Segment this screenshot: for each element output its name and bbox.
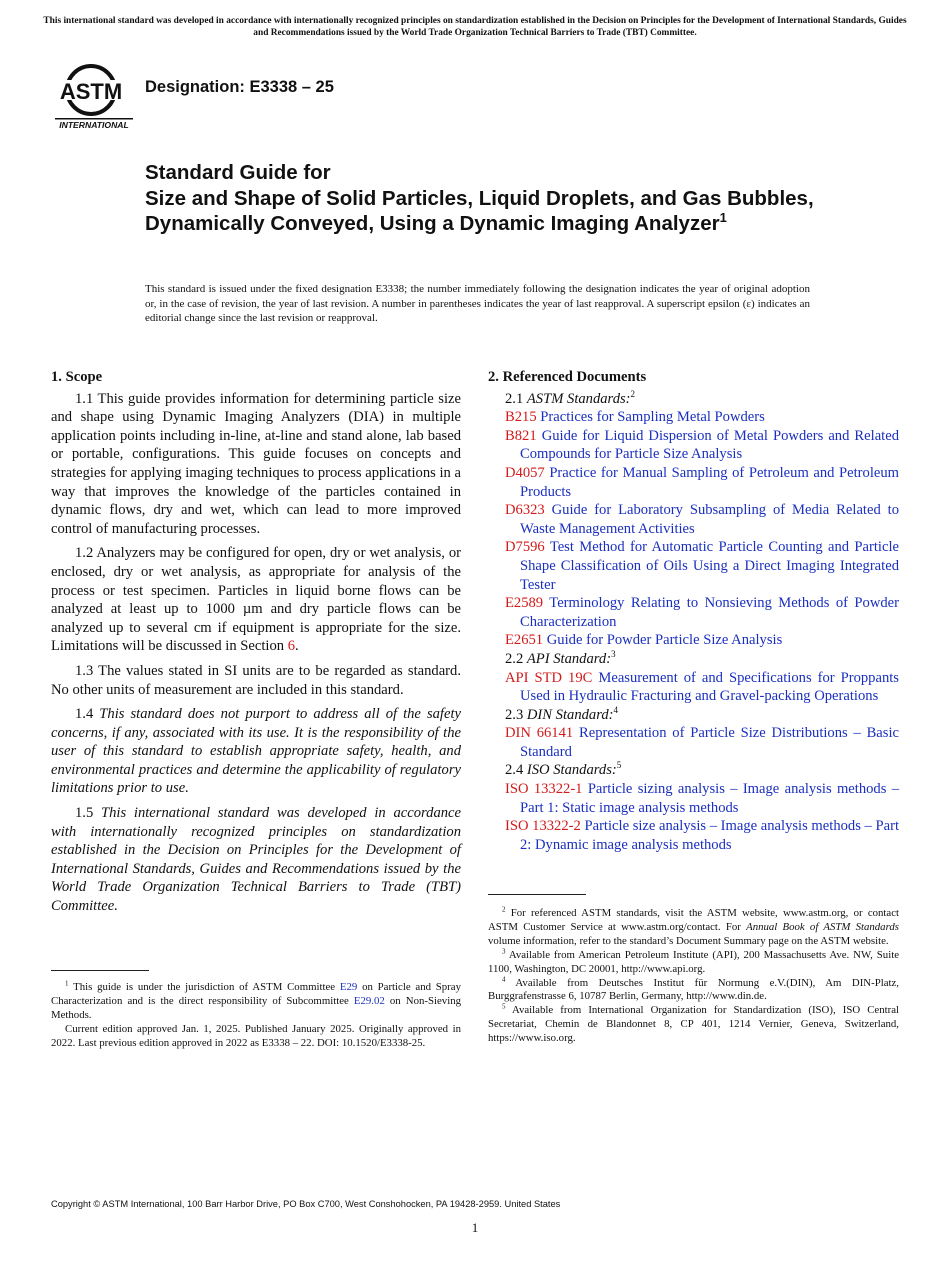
reference-item[interactable] [488,780,899,817]
reference-code-link[interactable]: DIN 66141 [505,725,574,742]
copyright: Copyright © ASTM International, 100 Barr Harbor Drive, PO Box C700, West Conshohocken, PA 19428-2959. United States [51,1199,561,1209]
scope-para-1-4-num: 1.4 [75,706,100,723]
reference-code-link[interactable]: ISO 13322-2 [505,818,581,835]
scope-heading: 1. Scope [51,369,103,385]
issue-note: This standard is issued under the fixed designation E3338; the number immediately following the designation indicates the year of original adoption or, in the case of revision, the year of last revision. A number in parentheses indicates the year of last reapproval. A superscript epsilon (ε) indicates an editorial change since the last revision or reapproval. [145,283,810,324]
reference-code-link[interactable]: B821 [505,427,537,444]
footnote-2-text-a: For referenced ASTM standards, visit the ASTM website, www.astm.org, or contact ASTM Customer Service at www.astm.org/contact. For [488,907,899,933]
edition-note: Current edition approved Jan. 1, 2025. Published January 2025. Originally approved in 2022. Last previous edition approved in 2022 as E3338 – 22. DOI: 10.1520/E3338-25. [51,1022,461,1049]
scope-para-1-2 [51,544,461,656]
title-line-2: Size and Shape of Solid Particles, Liquid Droplets, and Gas Bubbles, Dynamically Conveyed, Using a Dynamic Imaging Analyzer [145,186,814,235]
logo-word: INTERNATIONAL [59,120,129,130]
reference-group-heading [505,390,899,409]
reference-item[interactable] [488,427,899,464]
scope-para-1-5-text: This international standard was developed in accordance with internationally recognized principles on standardization established in the Decision on Principles for the Development of International Standards, Guides and Recommendations issued by the World Trade Organization Technical Barriers to Trade (TBT) Committee. [51,805,461,915]
footnote-1-text-a: This guide is under the jurisdiction of ASTM Committee [73,981,340,993]
title-footnote-mark: 1 [719,210,727,226]
reference-item[interactable] [488,464,899,501]
scope-para-1-4-text: This standard does not purport to address all of the safety concerns, if any, associated with its use. It is the responsibility of the user of this standard to establish appropriate safety, health, and environmental practices and determine the applicability of regulatory limitations prior to use. [51,706,461,797]
footnote-rule-left [51,970,149,971]
scope-para-1-1: 1.1 This guide provides information for determining particle size and shape using Dynamic Imaging Analyzers (DIA) in multiple application points including in-line, at-line and stand alone, lab based or portable, configurations. This guide focuses on concepts and strategies for applying imaging techniques to process applications in a way that improves the knowledge of the particles contained in dynamic flows, dry and wet, which can lead to more improved control of manufacturing processes. [51,390,461,537]
reference-code-link[interactable]: E2651 [505,632,544,649]
reference-code-link[interactable]: D6323 [505,502,545,519]
reference-title-link[interactable]: Test Method for Automatic Particle Counting and Particle Shape Classification of Oils Using a Direct Imaging Integrated Tester [520,539,899,593]
astm-logo [53,58,135,132]
reference-groups [488,390,899,855]
reference-group-number: 2.2 [505,650,527,667]
footnotes-right [488,907,899,1046]
footnote-5-text: Available from International Organization for Standardization (ISO), ISO Central Secretariat, Chemin de Blandonnet 8, CP 401, 1214 Vernier, Geneva, Switzerland, https://www.iso.org. [488,1004,900,1045]
reference-title-link[interactable]: Guide for Powder Particle Size Analysis [546,632,783,649]
footnote-5-mark: 5 [502,1002,506,1011]
footnote-2 [488,907,899,949]
scope-para-1-5-num: 1.5 [75,805,101,822]
reference-group-name: DIN Standard: [526,706,614,723]
reference-title-link[interactable]: Guide for Laboratory Subsampling of Media Related to Waste Management Activities [520,502,899,537]
footnote-4-mark: 4 [502,974,506,983]
footnote-1-mark: 1 [65,979,69,988]
reference-item[interactable] [488,631,899,650]
logo-letters: ASTM [59,79,123,104]
footnote-3 [488,949,899,977]
reference-group-footnote-mark: 3 [611,649,616,660]
reference-group-footnote-mark: 5 [616,760,622,771]
reference-code-link[interactable]: D7596 [505,539,545,556]
footnote-rule-right [488,894,586,895]
reference-code-link[interactable]: API STD 19C [505,669,593,686]
reference-title-link[interactable]: Practices for Sampling Metal Powders [540,409,765,426]
reference-group-number: 2.4 [505,762,527,779]
reference-title-link[interactable]: Practice for Manual Sampling of Petroleum and Petroleum Products [520,464,899,500]
reference-item[interactable] [488,594,899,631]
scope-para-1-4 [51,705,461,798]
reference-code-link[interactable]: B215 [505,409,537,426]
title-line-1: Standard Guide for [145,161,331,184]
footnote-2-italic: Annual Book of ASTM Standards [746,920,899,933]
section-6-link[interactable]: 6 [287,638,296,655]
reference-code-link[interactable]: ISO 13322-1 [505,781,583,798]
reference-group-number: 2.3 [505,706,527,723]
footnote-3-mark: 3 [502,947,506,956]
scope-para-1-2-end: . [295,638,299,655]
footnote-2-text-b: volume information, refer to the standard’s Document Summary page on the ASTM website. [488,934,889,947]
reference-code-link[interactable]: D4057 [505,464,545,481]
footnote-3-text: Available from American Petroleum Institute (API), 200 Massachusetts Ave. NW, Suite 1100, Washington, DC 20001, http://www.api.org. [488,948,899,975]
designation: Designation: E3338 – 25 [145,78,334,96]
footnote-1 [51,981,461,1023]
e29-link[interactable]: E29 [339,981,358,993]
reference-title-link[interactable]: Measurement of and Specifications for Proppants Used in Hydraulic Fracturing and Gravel-packing Operations [520,669,899,705]
top-notice: This international standard was developed in accordance with internationally recognized principles on standardization established in the Decision on Principles for the Development of International Standards, Guides and Recommendations issued by the World Trade Organization Technical Barriers to Trade (TBT) Committee. [43,16,907,38]
footnote-1-text-b: on Particle and Spray Characterization and is the direct responsibility of Subcommittee [51,981,461,1007]
scope-para-1-2-text: 1.2 Analyzers may be configured for open, dry or wet analysis, or enclosed, dry or wet analysis, as appropriate for analysis of the process or test specimen. Particles in liquid borne flows can be analyzed at least up to 1000 µm and dry particle flows can be analyzed up to several cm if equipment is appropriate for the size. Limitations will be discussed in Section [51,545,461,655]
reference-title-link[interactable]: Guide for Liquid Dispersion of Metal Powders and Related Compounds for Particle Size Analysis [520,427,900,463]
reference-group-number: 2.1 [505,390,527,407]
reference-item[interactable] [488,817,899,854]
reference-title-link[interactable]: Particle size analysis – Image analysis methods – Part 2: Dynamic image analysis methods [520,818,899,853]
reference-group-name: API Standard: [526,650,612,667]
referenced-documents-section [488,368,899,854]
footnote-2-mark: 2 [502,905,506,914]
reference-group-footnote-mark: 4 [613,704,619,715]
page-number: 1 [471,1220,479,1235]
reference-item[interactable] [488,501,899,538]
reference-item[interactable] [488,724,899,761]
footnote-4-text: Available from Deutsches Institut für Normung e.V.(DIN), Am DIN-Platz, Burggrafenstrasse 6, 10787 Berlin, Germany, http://www.din.de. [488,976,899,1003]
reference-group-heading [505,650,899,669]
reference-title-link[interactable]: Terminology Relating to Nonsieving Methods of Powder Characterization [520,595,900,630]
reference-group-footnote-mark: 2 [630,388,636,399]
footnotes-left [51,981,461,1051]
reference-code-link[interactable]: E2589 [505,595,544,612]
document-title [145,160,845,237]
reference-item[interactable] [488,669,899,706]
scope-para-1-3: 1.3 The values stated in SI units are to be regarded as standard. No other units of measurement are included in this standard. [51,662,461,698]
scope-para-1-5 [51,804,461,916]
e29-02-link[interactable]: E29.02 [353,994,385,1007]
referenced-heading: 2. Referenced Documents [488,369,647,385]
reference-item[interactable] [488,408,899,427]
footnote-1-text-c: on Non-Sieving Methods. [51,994,461,1021]
reference-group-heading [505,761,899,780]
reference-group-heading [505,706,899,725]
reference-item[interactable] [488,538,899,594]
reference-title-link[interactable]: Representation of Particle Size Distributions – Basic Standard [520,725,899,760]
reference-group-name: ASTM Standards: [526,390,631,407]
footnote-4 [488,974,899,1005]
scope-section [51,368,461,922]
reference-group-name: ISO Standards: [526,762,617,779]
footnote-5 [488,1004,899,1046]
reference-title-link[interactable]: Particle sizing analysis – Image analysis methods – Part 1: Static image analysis methods [520,781,900,816]
